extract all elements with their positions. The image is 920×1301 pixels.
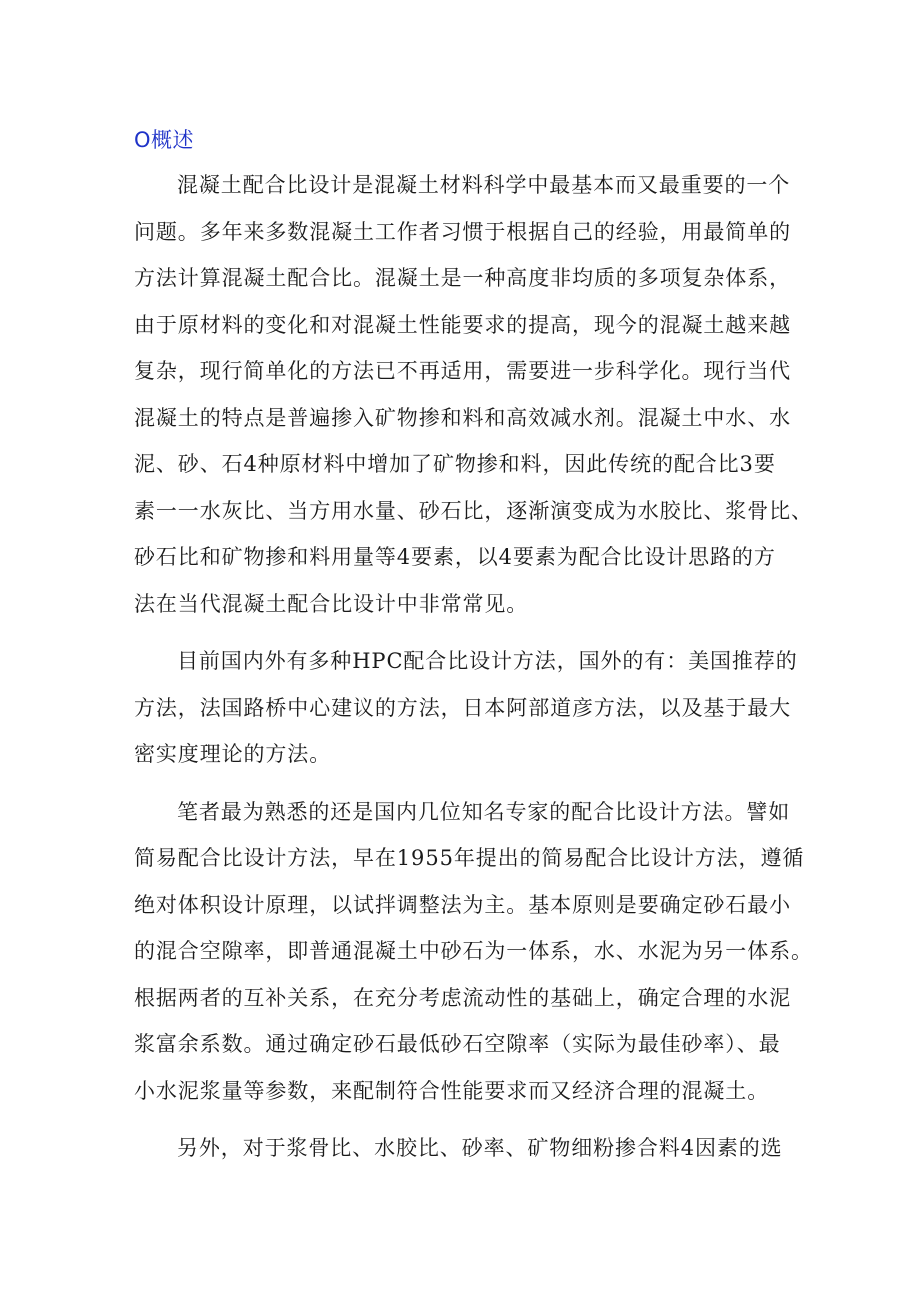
paragraph-line: 混凝土的特点是普遍掺入矿物掺和料和高效减水剂。混凝土中水、水 bbox=[134, 406, 791, 430]
paragraph-line: 简易配合比设计方法，早在1955年提出的简易配合比设计方法，遵循 bbox=[134, 846, 805, 870]
paragraph-line: 根据两者的互补关系，在充分考虑流动性的基础上，确定合理的水泥 bbox=[134, 986, 791, 1010]
paragraph-line: 方法计算混凝土配合比。混凝土是一种高度非均质的多项复杂体系， bbox=[134, 266, 791, 290]
paragraph-line: 复杂，现行简单化的方法已不再适用，需要进一步科学化。现行当代 bbox=[134, 359, 791, 383]
paragraph-line: 由于原材料的变化和对混凝土性能要求的提高，现今的混凝土越来越 bbox=[134, 313, 791, 337]
paragraph-line: 问题。多年来多数混凝土工作者习惯于根据自己的经验，用最简单的 bbox=[134, 220, 791, 244]
paragraph-line: 目前国内外有多种HPC配合比设计方法，国外的有：美国推荐的 bbox=[177, 649, 798, 673]
paragraph-line: 素一一水灰比、当方用水量、砂石比，逐渐演变成为水胶比、浆骨比、 bbox=[134, 499, 813, 523]
paragraph-line: 法在当代混凝土配合比设计中非常常见。 bbox=[134, 592, 529, 616]
paragraph-line: 浆富余系数。通过确定砂石最低砂石空隙率（实际为最佳砂率）、最 bbox=[134, 1032, 781, 1056]
paragraph-line: 绝对体积设计原理，以试拌调整法为主。基本原则是要确定砂石最小 bbox=[134, 893, 791, 917]
section-heading: O概述 bbox=[134, 128, 195, 152]
paragraph-line: 小水泥浆量等参数，来配制符合性能要求而又经济合理的混凝土。 bbox=[134, 1079, 770, 1103]
paragraph-line: 笔者最为熟悉的还是国内几位知名专家的配合比设计方法。譬如 bbox=[177, 800, 791, 824]
paragraph-line: 另外，对于浆骨比、水胶比、砂率、矿物细粉掺合料4因素的选 bbox=[177, 1136, 783, 1160]
paragraph-line: 方法，法国路桥中心建议的方法，日本阿部道彦方法，以及基于最大 bbox=[134, 696, 791, 720]
paragraph-line: 混凝土配合比设计是混凝土材料科学中最基本而又最重要的一个 bbox=[177, 173, 791, 197]
paragraph-line: 密实度理论的方法。 bbox=[134, 742, 332, 766]
paragraph-line: 砂石比和矿物掺和料用量等4要素，以4要素为配合比设计思路的方 bbox=[134, 545, 776, 569]
paragraph-line: 的混合空隙率，即普通混凝土中砂石为一体系，水、水泥为另一体系。 bbox=[134, 939, 813, 963]
paragraph-line: 泥、砂、石4种原材料中增加了矿物掺和料，因此传统的配合比3要 bbox=[134, 452, 776, 476]
